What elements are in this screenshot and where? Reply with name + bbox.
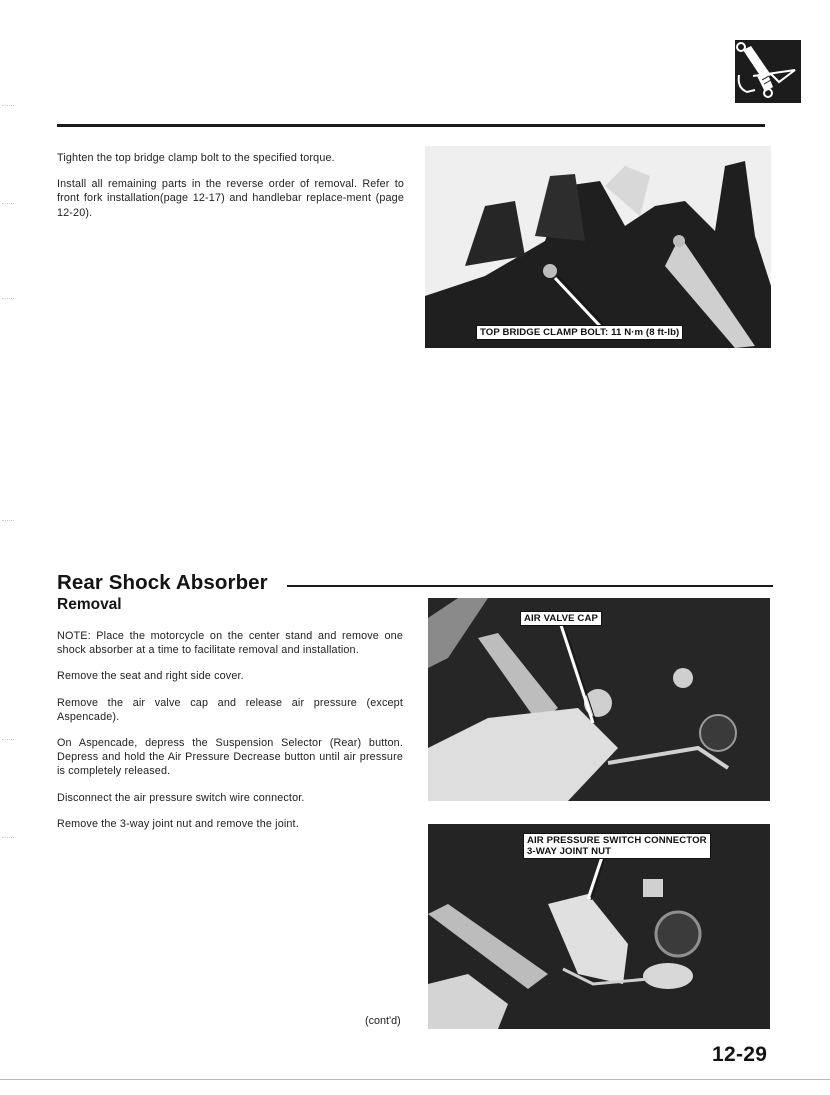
- section-header: [57, 571, 773, 595]
- header-rule: [57, 124, 765, 127]
- joint-callout: [523, 833, 711, 859]
- continued-label: (cont'd): [365, 1015, 401, 1027]
- removal-step: Remove the seat and right side cover.: [57, 670, 244, 683]
- scan-margin-mark: [2, 520, 14, 522]
- top-bridge-clamp-bolt-callout: TOP BRIDGE CLAMP BOLT: 11 N·m (8 ft-lb): [476, 325, 683, 340]
- scan-margin-mark: [2, 105, 14, 107]
- removal-note: NOTE: Place the motorcycle on the center stand and remove one shock absorber at a time to facilitate removal and installation.: [57, 630, 403, 657]
- shock-glyph-icon: [735, 40, 801, 103]
- footer-rule: [0, 1079, 830, 1080]
- air-valve-cap-callout: AIR VALVE CAP: [520, 611, 602, 626]
- subsection-title: Removal: [57, 596, 122, 613]
- instruction-tighten: Tighten the top bridge clamp bolt to the specified torque.: [57, 152, 335, 164]
- scan-margin-mark: [2, 837, 14, 839]
- scan-margin-mark: [2, 298, 14, 300]
- instruction-install: Install all remaining parts in the reverse order of removal. Refer to front fork installation(page 12-17) and handlebar replace-ment (page 12-20).: [57, 178, 404, 219]
- scan-margin-mark: [2, 739, 14, 741]
- three-way-joint-nut-label: 3-WAY JOINT NUT: [527, 846, 612, 857]
- page-number: 12-29: [712, 1043, 768, 1066]
- top-bridge-photo: [425, 146, 771, 348]
- removal-step: Remove the 3-way joint nut and remove the joint.: [57, 817, 299, 830]
- air-valve-cap-photo: [428, 598, 770, 801]
- air-pressure-switch-connector-label: AIR PRESSURE SWITCH CONNECTOR: [527, 835, 707, 846]
- top-instructions: [57, 151, 404, 232]
- removal-instructions: [57, 629, 403, 843]
- scan-margin-mark: [2, 203, 14, 205]
- removal-step: On Aspencade, depress the Suspension Selector (Rear) button. Depress and hold the Air Pressure Decrease button until air pressure is completely released.: [57, 737, 403, 778]
- section-title-rule: [287, 585, 773, 587]
- removal-step: Disconnect the air pressure switch wire connector.: [57, 791, 305, 804]
- section-icon-tile: [735, 40, 801, 103]
- removal-step: Remove the air valve cap and release air pressure (except Aspencade).: [57, 696, 403, 723]
- section-title: Rear Shock Absorber: [57, 571, 268, 594]
